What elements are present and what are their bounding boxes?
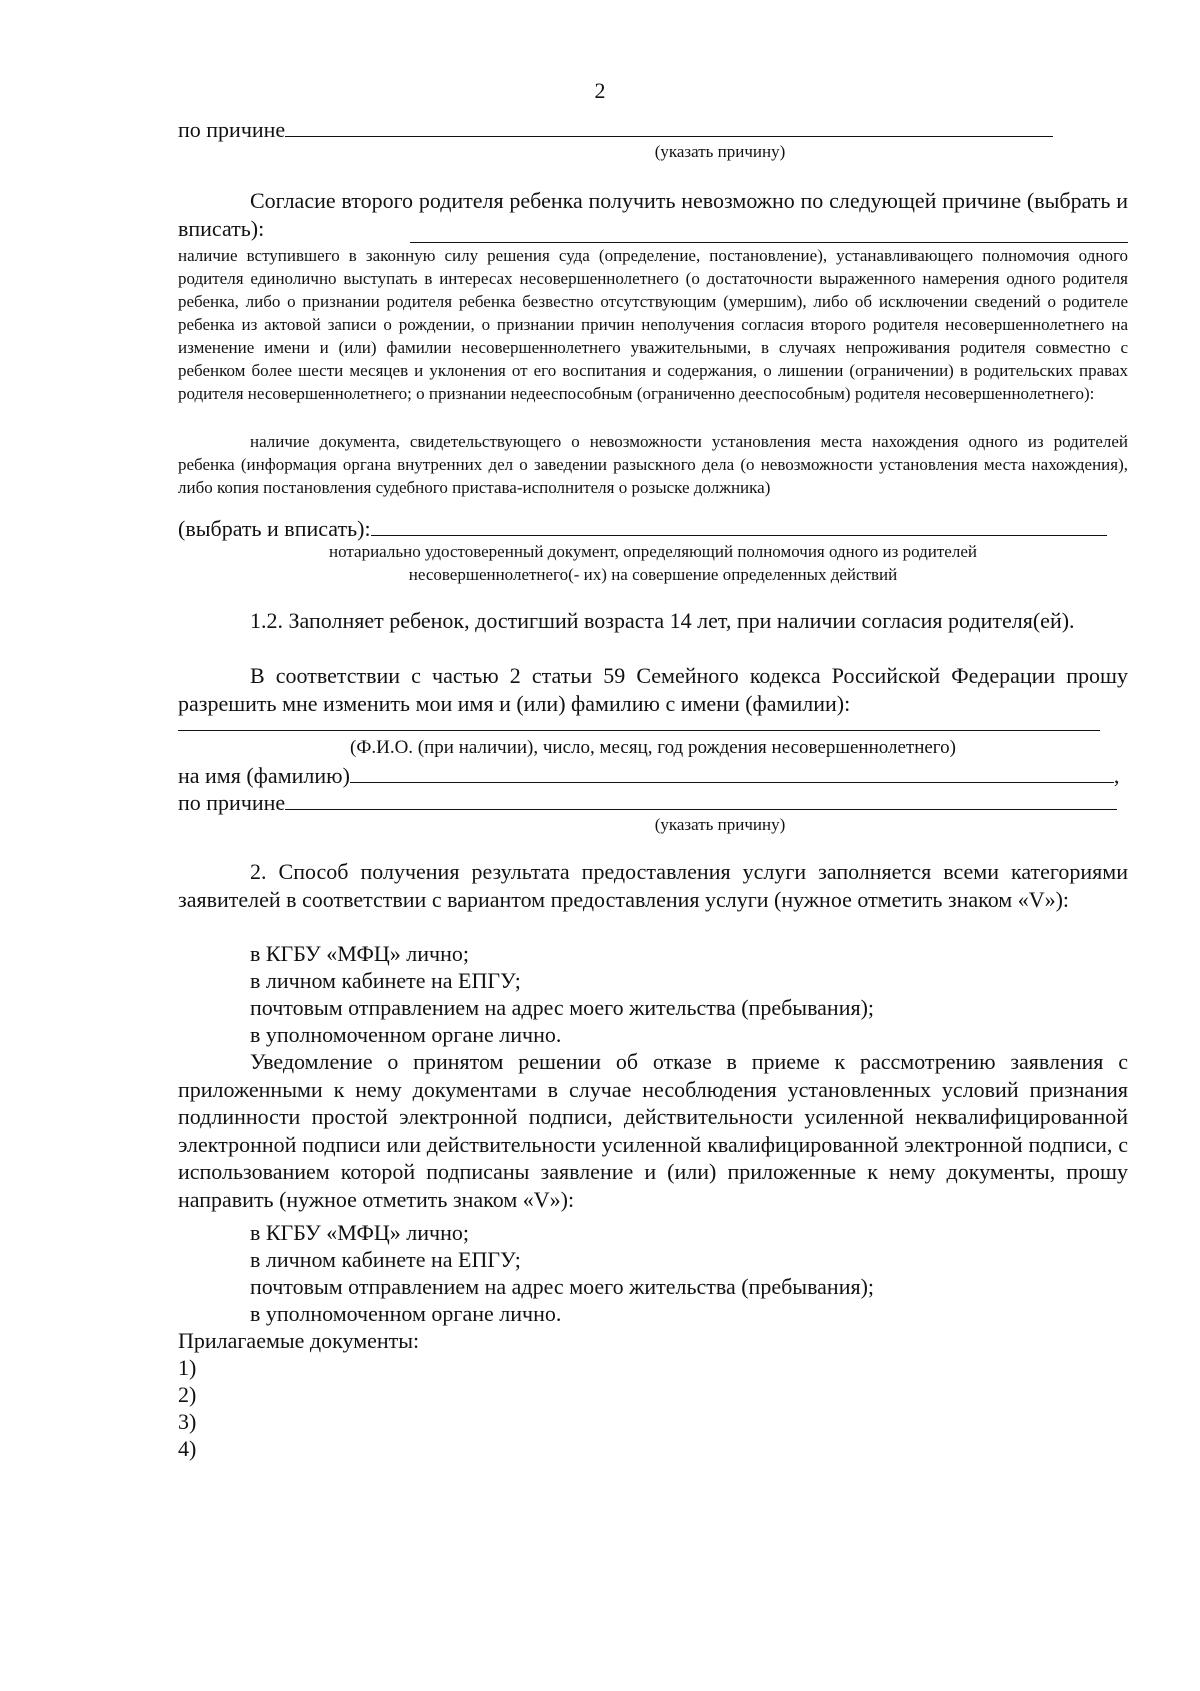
consent-option-notarial-1: нотариально удостоверенный документ, определяющий полномочия одного из родителей [329, 542, 977, 561]
result-option-post[interactable]: почтовым отправлением на адрес моего жительства (пребывания); [250, 995, 875, 1020]
attachment-item: 2) [178, 1382, 197, 1407]
attachment-item: 1) [178, 1355, 197, 1380]
attachments-title: Прилагаемые документы: [178, 1328, 420, 1353]
attachment-item: 4) [178, 1436, 197, 1461]
fio-caption: (Ф.И.О. (при наличии), число, месяц, год рождения несовершеннолетнего) [350, 737, 956, 758]
consent-choose-blank-2[interactable] [371, 517, 1107, 536]
top-reason-line [178, 116, 1128, 143]
notice-option-mfc[interactable]: в КГБУ «МФЦ» лично; [250, 1220, 469, 1245]
reason-caption-2: (указать причину) [654, 815, 786, 834]
fio-blank[interactable] [178, 712, 1100, 731]
notice-paragraph: Уведомление о принятом решении об отказе в приеме к рассмотрению заявления с приложенными к нему документами в случае несоблюдения установленных условий признания подлинности простой электронной подписи, действительности усиленной неквалифицированной электронной подписи или действительности усиленной квалифицированной электронной подписи, с использованием которой подписаны заявление и (или) приложенные к нему документы, прошу направить (нужное отметить знаком «V»): [178, 1049, 1128, 1212]
choose-label: (выбрать и вписать): [178, 516, 371, 541]
reason-line-2 [178, 789, 1128, 816]
reason-label: по причине [178, 117, 286, 142]
consent-option-court: наличие вступившего в законную силу решения суда (определение, постановление), устанавливающего полномочия одного родителя единолично выступать в интересах несовершеннолетнего (о достаточности выраженного намерения одного родителя ребенка, либо о признании родителя ребенка безвестно отсутствующим (умершим), либо об исключении сведений о родителе ребенка из актовой записи о рождении, о признании причин неполучения согласия второго родителя несовершеннолетнего на изменение имени и (или) фамилии несовершеннолетнего уважительными, в случаях непроживания родителя совместно с ребенком более шести месяцев и уклонения от его воспитания и содержания, о лишении (ограничении) в родительских правах родителя несовершеннолетнего; о признании недееспособным (ограниченно дееспособным) родителя несовершеннолетнего): [178, 246, 1128, 403]
section-1-2-heading: 1.2. Заполняет ребенок, достигший возраста 14 лет, при наличии согласия родителя(ей). [250, 608, 1075, 633]
consent-option-document: наличие документа, свидетельствующего о невозможности установления места нахождения одного из родителей ребенка (информация органа внутренних дел о заведении разыскного дела (о невозможности установления места нахождения), либо копия постановления судебного пристава-исполнителя о розыске должника) [178, 432, 1128, 497]
result-option-authority[interactable]: в уполномоченном органе лично. [250, 1022, 562, 1047]
reason-label-2: по причине [178, 790, 286, 815]
reason-caption: (указать причину) [654, 142, 786, 161]
reason-blank[interactable] [285, 118, 1053, 137]
section-1-2-request: В соответствии с частью 2 статьи 59 Семейного кодекса Российской Федерации прошу разрешить мне изменить мои имя и (или) фамилию с имени (фамилии): [178, 663, 1128, 716]
notice-option-authority[interactable]: в уполномоченном органе лично. [250, 1301, 562, 1326]
section-2-intro: 2. Способ получения результата предоставления услуги заполняется всеми категориями заявителей в соответствии с вариантом предоставления услуги (нужное отметить знаком «V»): [178, 859, 1128, 912]
notice-option-epgu[interactable]: в личном кабинете на ЕПГУ; [250, 1247, 521, 1272]
new-name-label: на имя (фамилию) [178, 763, 350, 788]
consent-choose-blank[interactable] [410, 224, 1128, 243]
result-option-epgu[interactable]: в личном кабинете на ЕПГУ; [250, 968, 521, 993]
consent-choose-line [178, 515, 1128, 542]
consent-option-notarial-2: несовершеннолетнего(- их) на совершение определенных действий [408, 565, 898, 584]
consent-intro: Согласие второго родителя ребенка получить невозможно по следующей причине (выбрать и вписать): [178, 188, 1128, 241]
new-name-blank[interactable] [350, 764, 1114, 783]
attachment-item: 3) [178, 1409, 197, 1434]
notice-option-post[interactable]: почтовым отправлением на адрес моего жительства (пребывания); [250, 1274, 875, 1299]
page-number: 2 [594, 78, 606, 103]
new-name-line: на имя (фамилию) , [178, 763, 1120, 788]
result-option-mfc[interactable]: в КГБУ «МФЦ» лично; [250, 941, 469, 966]
reason-blank-2[interactable] [285, 791, 1117, 810]
